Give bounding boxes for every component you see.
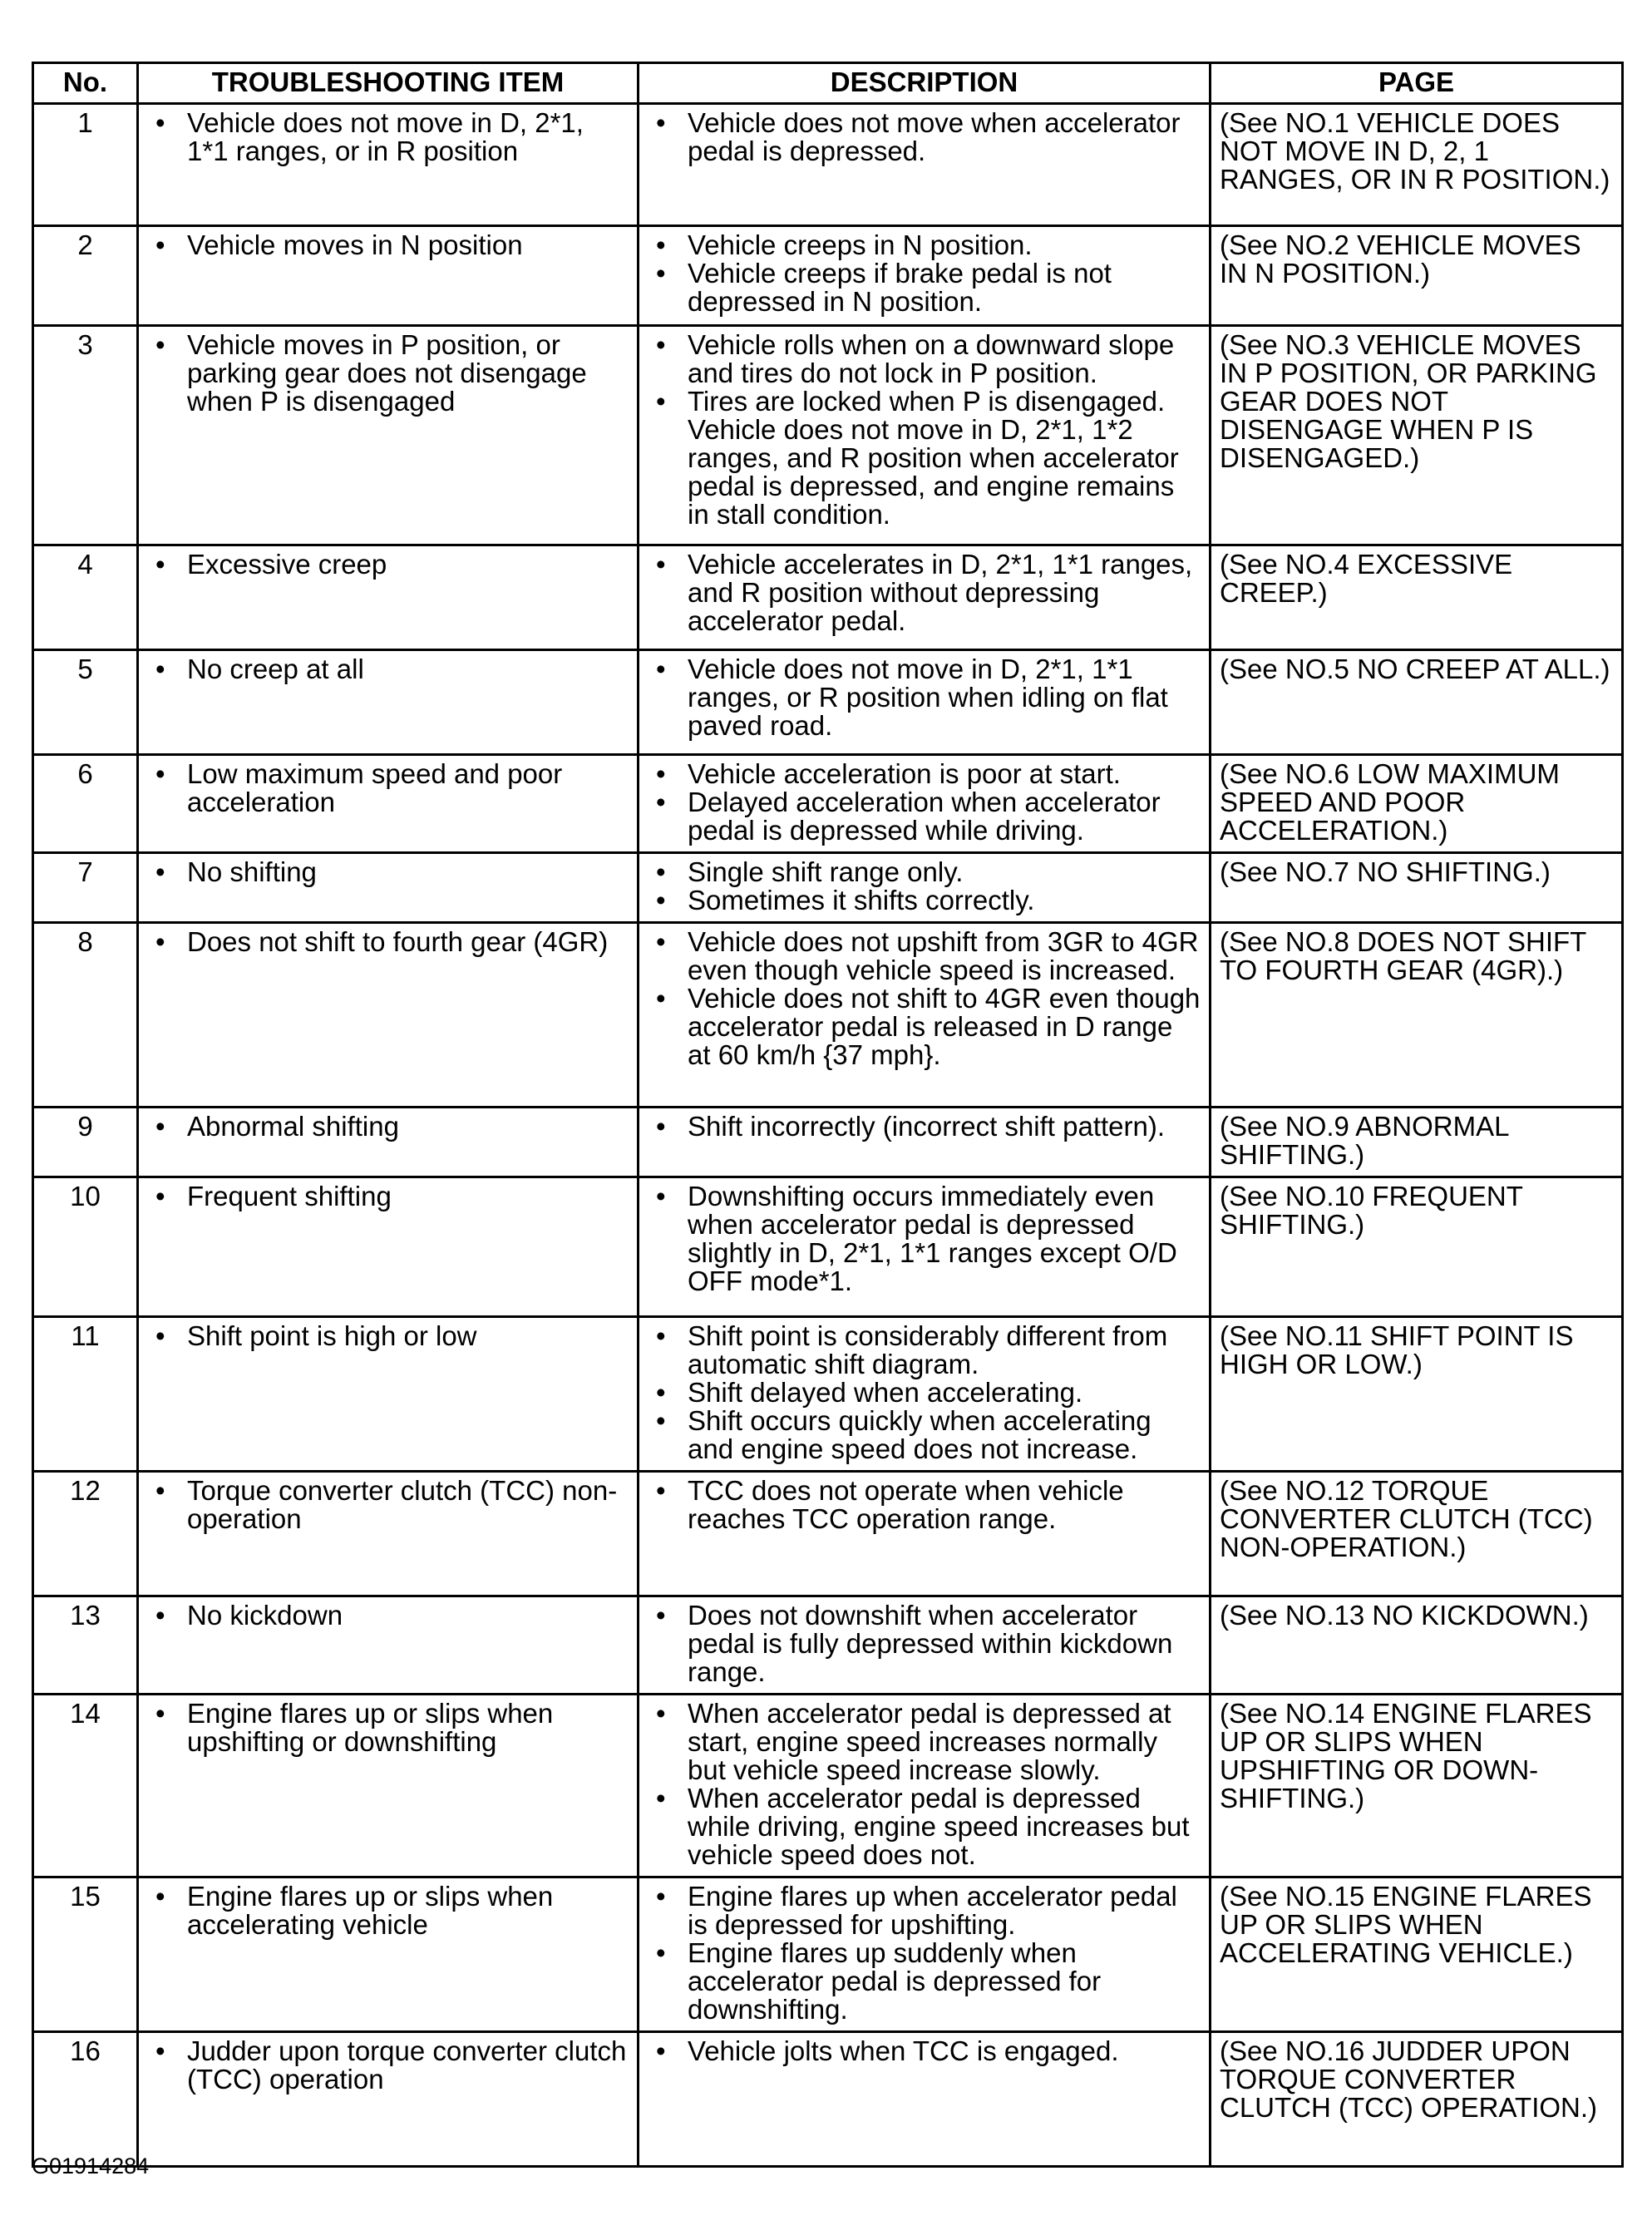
item-list [147,1113,629,1141]
table-row [33,1472,1623,1596]
description-cell [639,1695,1211,1877]
row-number: 9 [33,1108,138,1177]
troubleshooting-item-cell [138,1317,639,1472]
description-cell [639,1317,1211,1472]
description-cell [639,326,1211,545]
row-number: 15 [33,1877,138,2032]
header-row [33,63,1623,104]
troubleshooting-item-text: • Excessive creep [187,550,629,579]
description-bullet: • Shift occurs quickly when accelerating and engine speed does not increase. [688,1407,1201,1463]
item-list [147,1882,629,1939]
item-list [147,760,629,817]
item-list [147,331,629,416]
page-reference: (See NO.9 ABNORMAL SHIFTING.) [1211,1108,1623,1177]
table-row [33,545,1623,650]
troubleshooting-item-text: • Engine flares up or slips when upshifting or downshifting [187,1700,629,1756]
row-number: 7 [33,853,138,923]
troubleshooting-item-cell [138,1472,639,1596]
description-bullet: • Engine flares up when accelerator pedal is depressed for upshifting. [688,1882,1201,1939]
page-reference: (See NO.3 VEHICLE MOVES IN P POSITION, OR PARKING GEAR DOES NOT DISENGAGE WHEN P IS DISENGAGED.) [1211,326,1623,545]
description-bullet: • Vehicle accelerates in D, 2*1, 1*1 ranges, and R position without depressing accelerator pedal. [688,550,1201,635]
page-reference: (See NO.4 EXCESSIVE CREEP.) [1211,545,1623,650]
header-page: PAGE [1211,63,1623,104]
description-bullet: • Engine flares up suddenly when accelerator pedal is depressed for downshifting. [688,1939,1201,2024]
page-reference: (See NO.15 ENGINE FLARES UP OR SLIPS WHEN ACCELERATING VEHICLE.) [1211,1877,1623,2032]
item-list [147,655,629,683]
page-reference: (See NO.10 FREQUENT SHIFTING.) [1211,1177,1623,1317]
description-bullet: • Sometimes it shifts correctly. [688,886,1201,915]
figure-code: G01914284 [32,2154,150,2178]
description-bullet: • Vehicle creeps if brake pedal is not depressed in N position. [688,259,1201,316]
description-bullet: • Vehicle does not upshift from 3GR to 4GR even though vehicle speed is increased. [688,928,1201,984]
troubleshooting-item-cell [138,1108,639,1177]
troubleshooting-item-cell [138,2032,639,2167]
item-list [147,550,629,579]
table-row [33,1877,1623,2032]
item-list [147,1322,629,1350]
description-cell [639,104,1211,226]
page-reference: (See NO.8 DOES NOT SHIFT TO FOURTH GEAR (4GR).) [1211,923,1623,1108]
table-row [33,2032,1623,2167]
row-number: 8 [33,923,138,1108]
row-number: 4 [33,545,138,650]
description-list [648,1882,1201,2024]
item-list [147,1477,629,1533]
item-list [147,1700,629,1756]
description-cell [639,1472,1211,1596]
page-reference: (See NO.16 JUDDER UPON TORQUE CONVERTER CLUTCH (TCC) OPERATION.) [1211,2032,1623,2167]
troubleshooting-item-text: • Vehicle does not move in D, 2*1, 1*1 ranges, or in R position [187,109,629,165]
description-list [648,760,1201,845]
troubleshooting-item-cell [138,326,639,545]
troubleshooting-item-cell [138,545,639,650]
description-bullet: • Tires are locked when P is disengaged. Vehicle does not move in D, 2*1, 1*2 ranges, and R position when accelerator pedal is depressed, and engine remains in stall condition. [688,387,1201,529]
row-number: 13 [33,1596,138,1695]
troubleshooting-item-cell [138,104,639,226]
table-row [33,923,1623,1108]
item-list [147,231,629,259]
troubleshooting-item-cell [138,1877,639,2032]
page-reference: (See NO.7 NO SHIFTING.) [1211,853,1623,923]
description-cell [639,1877,1211,2032]
row-number: 11 [33,1317,138,1472]
description-bullet: • Vehicle does not shift to 4GR even though accelerator pedal is released in D range at 60 km/h {37 mph}. [688,984,1201,1069]
table-row [33,1596,1623,1695]
description-cell [639,1108,1211,1177]
page-reference: (See NO.5 NO CREEP AT ALL.) [1211,650,1623,755]
row-number: 3 [33,326,138,545]
troubleshooting-item-text: • Low maximum speed and poor acceleration [187,760,629,817]
table-row [33,1317,1623,1472]
description-list [648,1113,1201,1141]
description-bullet: • Does not downshift when accelerator pedal is fully depressed within kickdown range. [688,1601,1201,1686]
page-reference: (See NO.12 TORQUE CONVERTER CLUTCH (TCC) NON-OPERATION.) [1211,1472,1623,1596]
troubleshooting-item-cell [138,1177,639,1317]
description-cell [639,1177,1211,1317]
description-list [648,1477,1201,1533]
troubleshooting-item-cell [138,1695,639,1877]
description-cell [639,545,1211,650]
page-reference: (See NO.11 SHIFT POINT IS HIGH OR LOW.) [1211,1317,1623,1472]
troubleshooting-item-text: • Abnormal shifting [187,1113,629,1141]
description-list [648,1601,1201,1686]
description-cell [639,226,1211,326]
row-number: 6 [33,755,138,853]
description-list [648,1182,1201,1295]
troubleshooting-item-cell [138,853,639,923]
description-list [648,655,1201,740]
troubleshooting-item-cell [138,650,639,755]
description-list [648,550,1201,635]
troubleshooting-item-text: • Vehicle moves in N position [187,231,629,259]
troubleshooting-item-text: • No creep at all [187,655,629,683]
troubleshooting-item-text: • Torque converter clutch (TCC) non-operation [187,1477,629,1533]
header-no: No. [33,63,138,104]
description-bullet: • When accelerator pedal is depressed while driving, engine speed increases but vehicle speed does not. [688,1784,1201,1869]
description-bullet: • Downshifting occurs immediately even when accelerator pedal is depressed slightly in D, 2*1, 1*1 ranges except O/D OFF mode*1. [688,1182,1201,1295]
row-number: 5 [33,650,138,755]
description-bullet: • Vehicle creeps in N position. [688,231,1201,259]
description-bullet: • Vehicle does not move when accelerator pedal is depressed. [688,109,1201,165]
header-troubleshooting-item: TROUBLESHOOTING ITEM [138,63,639,104]
table-row [33,650,1623,755]
table-row [33,1177,1623,1317]
troubleshooting-item-cell [138,755,639,853]
description-bullet: • Vehicle acceleration is poor at start. [688,760,1201,788]
item-list [147,109,629,165]
troubleshooting-item-text: • Vehicle moves in P position, or parking gear does not disengage when P is disengaged [187,331,629,416]
description-bullet: • When accelerator pedal is depressed at start, engine speed increases normally but vehicle speed increase slowly. [688,1700,1201,1784]
troubleshooting-table [32,62,1624,2168]
item-list [147,2037,629,2094]
troubleshooting-item-text: • Judder upon torque converter clutch (TCC) operation [187,2037,629,2094]
troubleshooting-item-text: • Shift point is high or low [187,1322,629,1350]
description-bullet: • Vehicle rolls when on a downward slope and tires do not lock in P position. [688,331,1201,387]
table-row [33,104,1623,226]
troubleshooting-item-text: • No kickdown [187,1601,629,1630]
description-bullet: • Single shift range only. [688,858,1201,886]
table-body [33,104,1623,2167]
description-list [648,109,1201,165]
description-bullet: • Shift point is considerably different from automatic shift diagram. [688,1322,1201,1379]
description-cell [639,853,1211,923]
description-list [648,2037,1201,2065]
description-cell [639,755,1211,853]
row-number: 2 [33,226,138,326]
description-list [648,1700,1201,1869]
troubleshooting-item-text: • Engine flares up or slips when accelerating vehicle [187,1882,629,1939]
description-cell [639,650,1211,755]
description-bullet: • Delayed acceleration when accelerator pedal is depressed while driving. [688,788,1201,845]
description-list [648,1322,1201,1463]
description-cell [639,923,1211,1108]
row-number: 14 [33,1695,138,1877]
page-reference: (See NO.14 ENGINE FLARES UP OR SLIPS WHEN UPSHIFTING OR DOWN-SHIFTING.) [1211,1695,1623,1877]
description-cell [639,1596,1211,1695]
troubleshooting-item-cell [138,1596,639,1695]
page-reference: (See NO.13 NO KICKDOWN.) [1211,1596,1623,1695]
description-list [648,331,1201,529]
page-reference: (See NO.1 VEHICLE DOES NOT MOVE IN D, 2, 1 RANGES, OR IN R POSITION.) [1211,104,1623,226]
description-list [648,858,1201,915]
page-reference: (See NO.6 LOW MAXIMUM SPEED AND POOR ACCELERATION.) [1211,755,1623,853]
troubleshooting-item-cell [138,226,639,326]
table-row [33,853,1623,923]
table-row [33,226,1623,326]
row-number: 16 [33,2032,138,2167]
description-list [648,928,1201,1069]
row-number: 1 [33,104,138,226]
item-list [147,1601,629,1630]
description-bullet: • Vehicle does not move in D, 2*1, 1*1 ranges, or R position when idling on flat paved road. [688,655,1201,740]
description-bullet: • Shift incorrectly (incorrect shift pattern). [688,1113,1201,1141]
item-list [147,928,629,956]
table-row [33,1695,1623,1877]
description-bullet: • Shift delayed when accelerating. [688,1379,1201,1407]
header-description: DESCRIPTION [639,63,1211,104]
description-bullet: • TCC does not operate when vehicle reaches TCC operation range. [688,1477,1201,1533]
item-list [147,858,629,886]
troubleshooting-item-text: • Frequent shifting [187,1182,629,1211]
item-list [147,1182,629,1211]
troubleshooting-item-cell [138,923,639,1108]
troubleshooting-item-text: • Does not shift to fourth gear (4GR) [187,928,629,956]
description-cell [639,2032,1211,2167]
row-number: 10 [33,1177,138,1317]
row-number: 12 [33,1472,138,1596]
table-row [33,755,1623,853]
troubleshooting-item-text: • No shifting [187,858,629,886]
table-row [33,326,1623,545]
description-list [648,231,1201,316]
table-row [33,1108,1623,1177]
page-reference: (See NO.2 VEHICLE MOVES IN N POSITION.) [1211,226,1623,326]
description-bullet: • Vehicle jolts when TCC is engaged. [688,2037,1201,2065]
